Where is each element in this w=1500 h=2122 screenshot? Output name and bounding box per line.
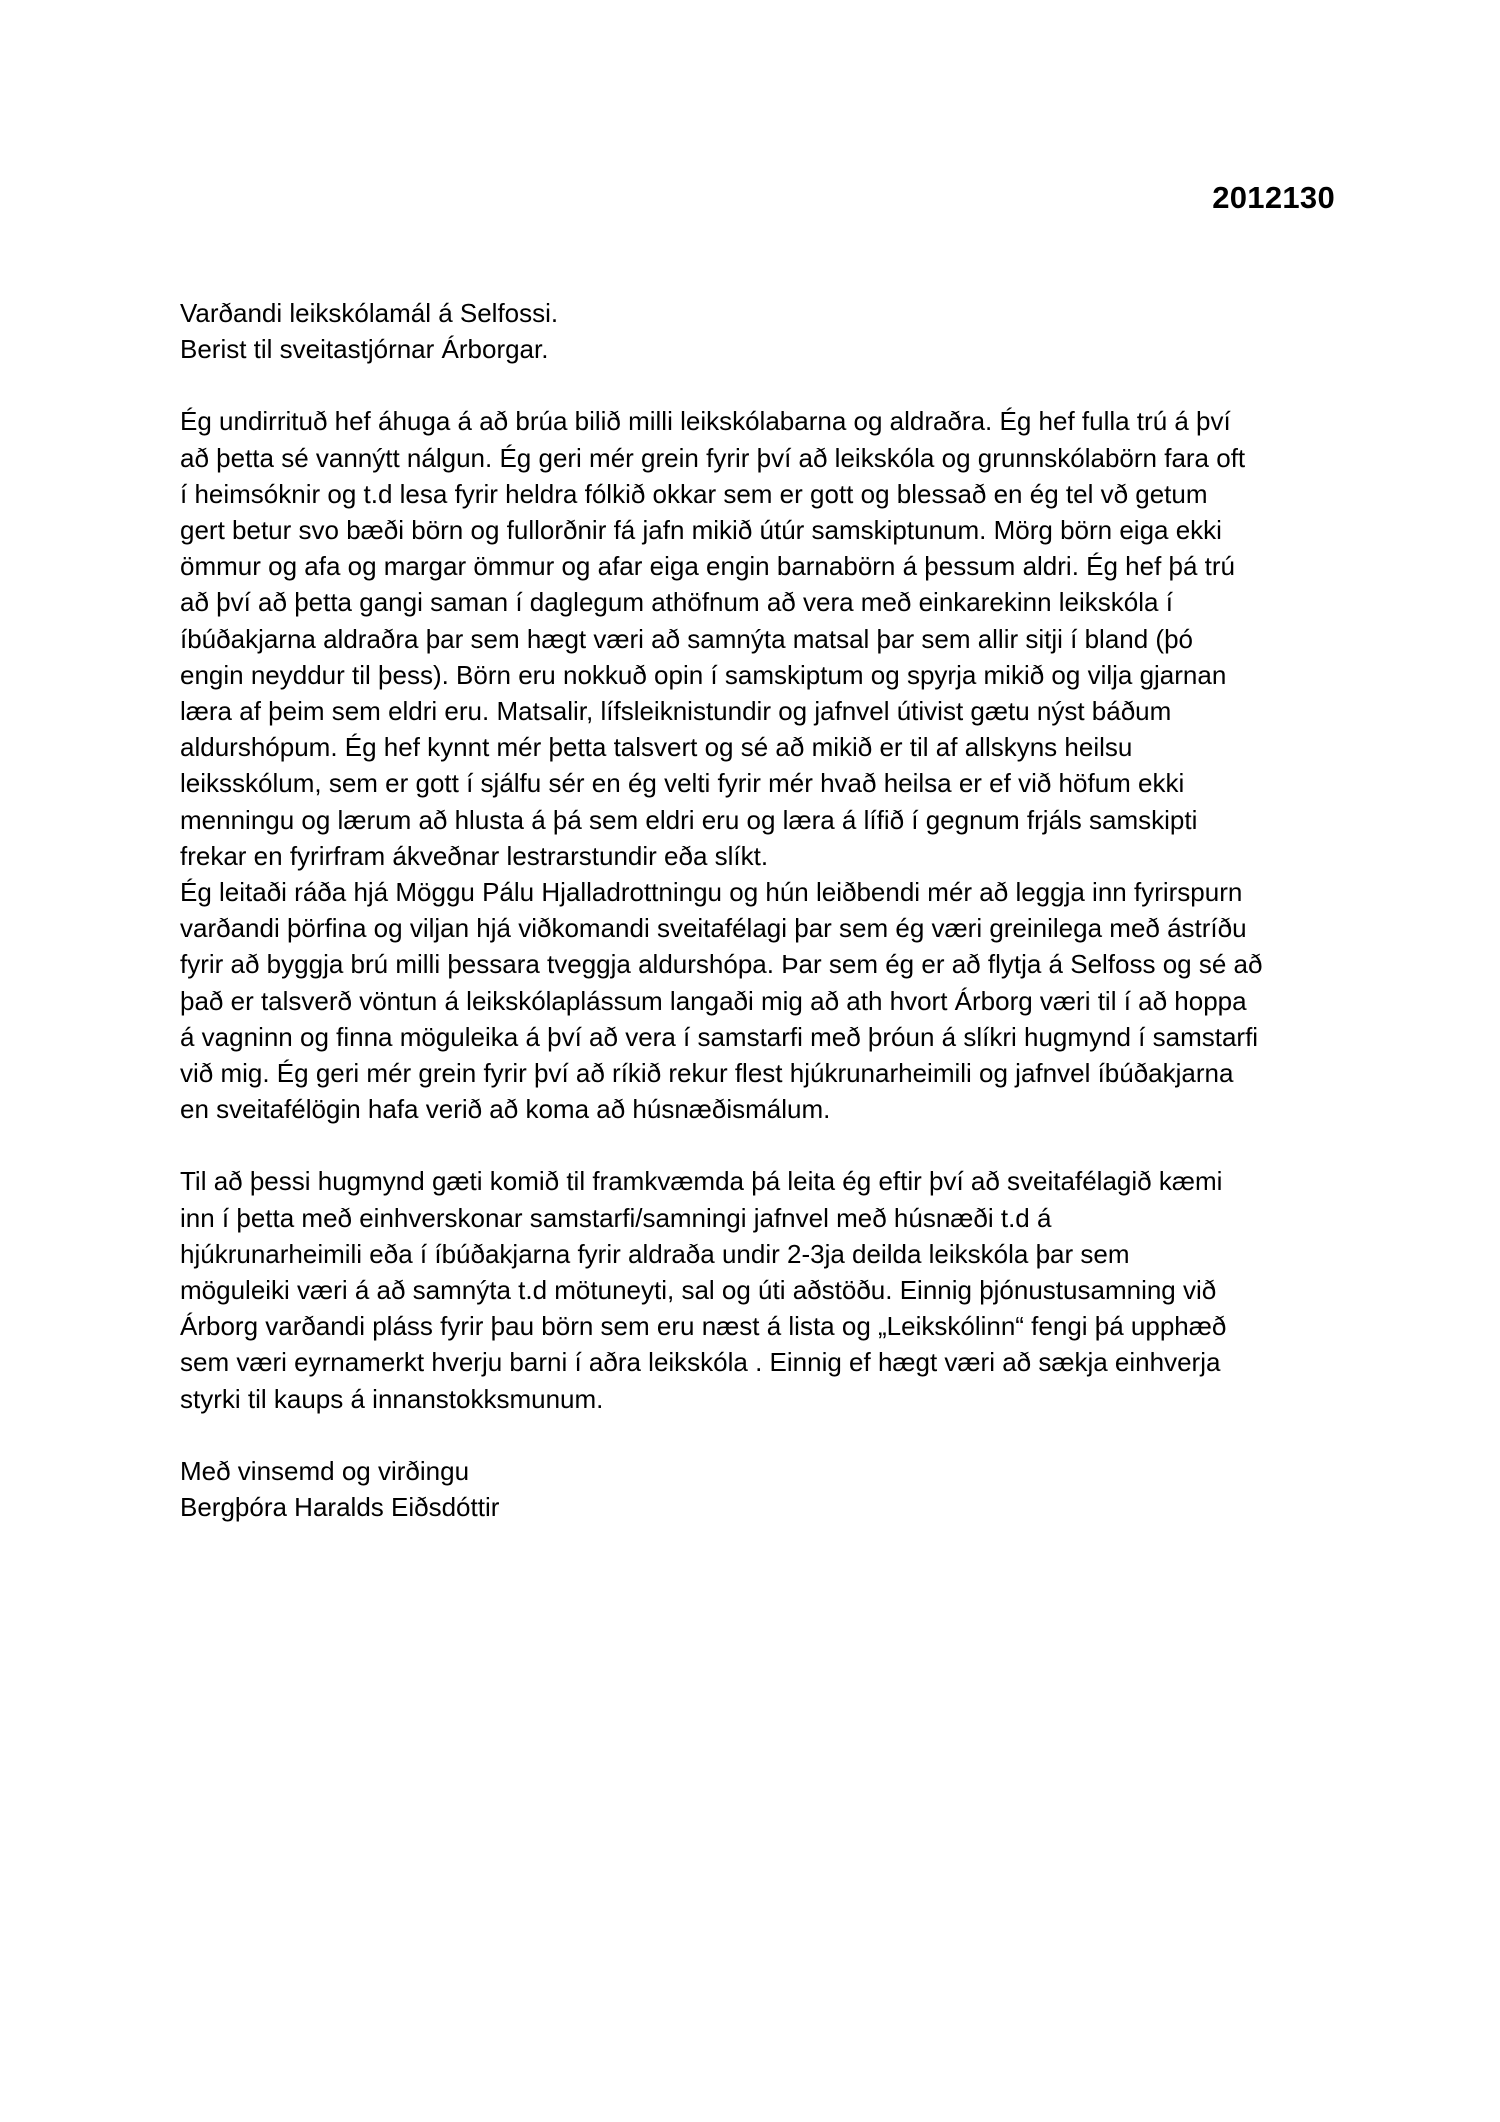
reference-number: 2012130 bbox=[1212, 180, 1335, 215]
text-line: á vagninn og finna möguleika á því að vera í samstarfi með þróun á slíkri hugmynd í samstarfi bbox=[180, 1021, 1259, 1052]
text-line: Til að þessi hugmynd gæti komið til framkvæmda þá leita ég eftir því að sveitafélagið kæmi bbox=[180, 1166, 1223, 1197]
letter-heading bbox=[180, 295, 1340, 367]
text-line: menningu og lærum að hlusta á þá sem eldri eru og læra á lífið í gegnum frjáls samskipti bbox=[180, 804, 1198, 835]
text-line: læra af þeim sem eldri eru. Matsalir, lífsleiknistundir og jafnvel útivist gætu nýst báðum bbox=[180, 696, 1172, 727]
text-line: fyrir að byggja brú milli þessara tveggja aldurshópa. Þar sem ég er að flytja á Selfoss og sé að bbox=[180, 949, 1263, 980]
text-line: leiksskólum, sem er gott í sjálfu sér en ég velti fyrir mér hvað heilsa er ef við höfum ekki bbox=[180, 768, 1185, 799]
paragraph-gap bbox=[180, 1417, 1340, 1453]
text-line: í heimsóknir og t.d lesa fyrir heldra fólkið okkar sem er gott og blessað en ég tel vð getum bbox=[180, 478, 1208, 509]
text-line: möguleiki væri á að samnýta t.d mötuneyti, sal og úti aðstöðu. Einnig þjónustusamning við bbox=[180, 1275, 1217, 1306]
text-line: að því að þetta gangi saman í daglegum athöfnum að vera með einkarekinn leikskóla í bbox=[180, 587, 1173, 618]
text-line: Árborg varðandi pláss fyrir þau börn sem eru næst á lista og „Leikskólinn“ fengi þá upphæð bbox=[180, 1311, 1227, 1342]
signature-name: Bergþóra Haralds Eiðsdóttir bbox=[180, 1492, 500, 1523]
text-line: varðandi þörfina og viljan hjá viðkomandi sveitafélagi þar sem ég væri greinilega með ástríðu bbox=[180, 913, 1247, 944]
text-line: hjúkrunarheimili eða í íbúðakjarna fyrir aldraða undir 2-3ja deilda leikskóla þar sem bbox=[180, 1238, 1130, 1269]
paragraph-gap bbox=[180, 1127, 1340, 1163]
text-line: við mig. Ég geri mér grein fyrir því að ríkið rekur flest hjúkrunarheimili og jafnvel íbúðakjarna bbox=[180, 1058, 1234, 1089]
text-line: íbúðakjarna aldraðra þar sem hægt væri að samnýta matsal þar sem allir sitji í bland (þó bbox=[180, 623, 1194, 654]
text-line: Ég undirrituð hef áhuga á að brúa bilið milli leikskólabarna og aldraðra. Ég hef fulla trú á því bbox=[180, 406, 1231, 437]
text-line: Ég leitaði ráða hjá Möggu Pálu Hjalladrottningu og hún leiðbendi mér að leggja inn fyrirspurn bbox=[180, 877, 1243, 908]
text-line: aldurshópum. Ég hef kynnt mér þetta talsvert og sé að mikið er til af allskyns heilsu bbox=[180, 732, 1133, 763]
paragraph-2 bbox=[180, 874, 1340, 1127]
paragraph-gap bbox=[180, 367, 1340, 403]
text-line: sem væri eyrnamerkt hverju barni í aðra leikskóla . Einnig ef hægt væri að sækja einhverja bbox=[180, 1347, 1221, 1378]
text-line: það er talsverð vöntun á leikskólaplássum langaði mig að ath hvort Árborg væri til í að hoppa bbox=[180, 985, 1247, 1016]
text-line: að þetta sé vannýtt nálgun. Ég geri mér grein fyrir því að leikskóla og grunnskólabörn fara oft bbox=[180, 442, 1246, 473]
text-line: styrki til kaups á innanstokksmunum. bbox=[180, 1383, 604, 1414]
letter-body bbox=[180, 295, 1340, 1525]
text-line: frekar en fyrirfram ákveðnar lestrarstundir eða slíkt. bbox=[180, 840, 769, 871]
paragraph-1 bbox=[180, 403, 1340, 874]
text-line: engin neyddur til þess). Börn eru nokkuð opin í samskiptum og spyrja mikið og vilja gjarnan bbox=[180, 659, 1227, 690]
paragraph-3 bbox=[180, 1163, 1340, 1416]
closing bbox=[180, 1453, 1340, 1525]
heading-line: Varðandi leikskólamál á Selfossi. bbox=[180, 298, 559, 328]
text-line: gert betur svo bæði börn og fullorðnir fá jafn mikið útúr samskiptunum. Mörg börn eiga ekki bbox=[180, 515, 1222, 546]
text-line: en sveitafélögin hafa verið að koma að húsnæðismálum. bbox=[180, 1094, 831, 1125]
heading-line: Berist til sveitastjórnar Árborgar. bbox=[180, 334, 549, 365]
text-line: ömmur og afa og margar ömmur og afar eiga engin barnabörn á þessum aldri. Ég hef þá trú bbox=[180, 551, 1236, 582]
closing-salutation: Með vinsemd og virðingu bbox=[180, 1455, 470, 1486]
text-line: inn í þetta með einhverskonar samstarfi/samningi jafnvel með húsnæði t.d á bbox=[180, 1202, 1052, 1233]
